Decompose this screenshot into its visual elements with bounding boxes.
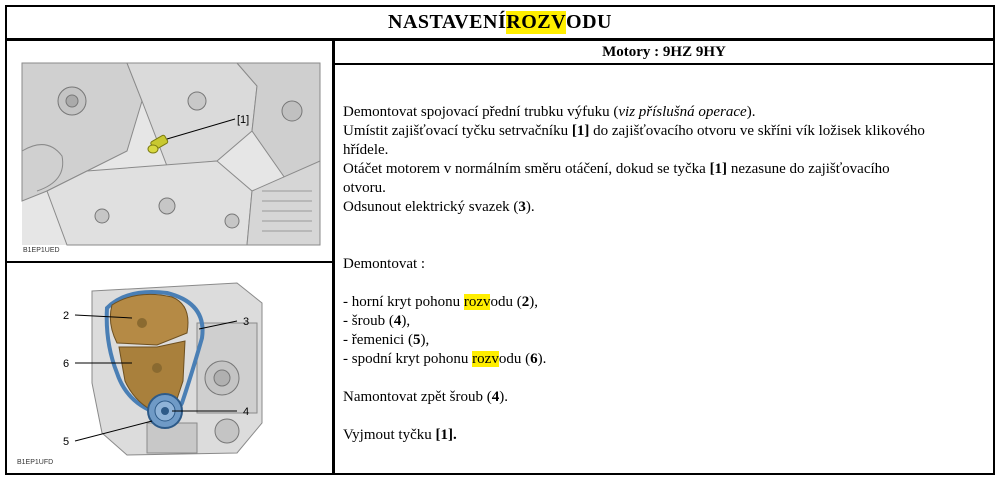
figure-code-2: B1EP1UFD [17,459,54,466]
callout-4: 4 [243,406,250,418]
engine-block-illustration [7,41,332,261]
title-text: NASTAVENÍ [388,11,507,33]
step-rotate-engine: Otáčet motorem v normálním směru otáčení, dokud se tyčka [1] nezasune do zajišťovacího [343,161,890,177]
step-refit-bolt: Namontovat zpět šroub (4). [343,389,508,405]
timing-cover-illustration [7,263,332,471]
callout-2: 2 [63,310,70,322]
list-item: - řemenici (5), [343,332,430,348]
list-item: - spodní kryt pohonu rozvodu (6). [343,351,547,367]
procedure-sheet [5,5,995,475]
step-remove-pin: Vyjmout tyčku [1]. [343,427,457,443]
figures-column [7,41,335,473]
instructions-column [335,41,993,473]
callout-pin: [1] [237,114,250,126]
step-insert-pin: Umístit zajišťovací tyčku setrvačníku [1] do zajišťovacího otvoru ve skříni vík ložisek klikového [343,123,925,139]
figure-code: B1EP1UED [23,247,60,254]
figure-timing-covers [7,263,332,473]
title-text-end: ODU [566,11,612,33]
list-item: - horní kryt pohonu rozvodu (2), [343,294,538,310]
callout-3: 3 [243,316,250,328]
title-highlight: ROZV [506,11,567,33]
step-rotate-engine-cont: otvoru. [343,180,386,196]
callout-5: 5 [63,436,70,448]
step-move-harness: Odsunout elektrický svazek (3). [343,199,535,215]
step-remove-exhaust: Demontovat spojovací přední trubku výfuku (viz příslušná operace). [343,104,756,120]
instructions-text [343,103,983,445]
step-insert-pin-cont: hřídele. [343,142,389,158]
page-title [7,7,993,41]
callout-6: 6 [63,358,70,370]
engine-codes: Motory : 9HZ 9HY [335,41,993,65]
figure-locking-pin [7,41,332,263]
list-item: - šroub (4), [343,313,411,329]
remove-heading: Demontovat : [343,256,426,272]
